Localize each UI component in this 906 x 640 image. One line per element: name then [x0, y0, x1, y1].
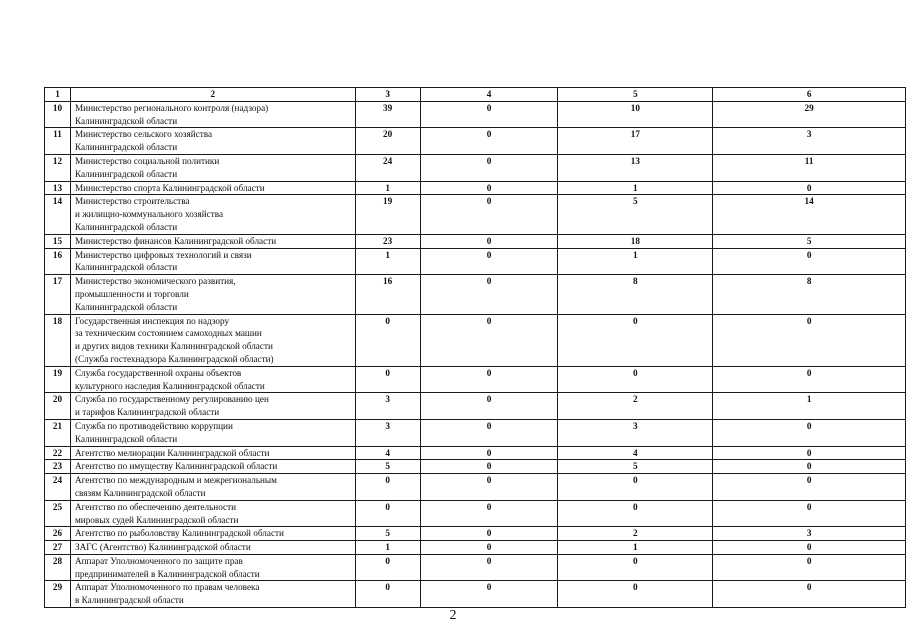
column-number-6: 6	[713, 88, 906, 102]
value-col-6: 3	[713, 128, 906, 155]
row-number: 14	[45, 195, 71, 234]
row-number: 17	[45, 275, 71, 314]
row-number: 21	[45, 419, 71, 446]
table-row	[45, 500, 906, 527]
value-col-3: 16	[355, 275, 420, 314]
value-col-4: 0	[420, 446, 558, 460]
row-number: 16	[45, 248, 71, 275]
value-col-5: 0	[558, 554, 713, 581]
organization-name: Министерство сельского хозяйства Калининградской области	[70, 128, 355, 155]
value-col-5: 1	[558, 181, 713, 195]
value-col-4: 0	[420, 275, 558, 314]
organization-name: Государственная инспекция по надзору за техническим состоянием самоходных машин и других видов техники Калининградской области (Служба гостехнадзора Калининградской области)	[70, 314, 355, 366]
organization-name: Министерство цифровых технологий и связи Калининградской области	[70, 248, 355, 275]
value-col-6: 3	[713, 527, 906, 541]
row-number: 24	[45, 474, 71, 501]
organization-name: Министерство строительства и жилищно-коммунального хозяйства Калининградской области	[70, 195, 355, 234]
organization-name: Аппарат Уполномоченного по правам человека в Калининградской области	[70, 581, 355, 608]
row-number: 23	[45, 460, 71, 474]
value-col-4: 0	[420, 314, 558, 366]
page-number: 2	[449, 608, 457, 623]
value-col-3: 20	[355, 128, 420, 155]
value-col-3: 0	[355, 500, 420, 527]
value-col-5: 4	[558, 446, 713, 460]
row-number: 25	[45, 500, 71, 527]
value-col-3: 3	[355, 393, 420, 420]
organization-name: Агентство по обеспечению деятельности мировых судей Калининградской области	[70, 500, 355, 527]
value-col-5: 3	[558, 419, 713, 446]
value-col-5: 0	[558, 500, 713, 527]
value-col-3: 5	[355, 460, 420, 474]
value-col-6: 0	[713, 419, 906, 446]
value-col-3: 0	[355, 366, 420, 393]
row-number: 28	[45, 554, 71, 581]
value-col-6: 0	[713, 460, 906, 474]
row-number: 27	[45, 541, 71, 555]
organization-name: Служба по государственному регулированию цен и тарифов Калининградской области	[70, 393, 355, 420]
value-col-5: 1	[558, 541, 713, 555]
organization-name: Министерство спорта Калининградской области	[70, 181, 355, 195]
value-col-6: 0	[713, 581, 906, 608]
column-number-row	[45, 88, 906, 102]
row-number: 19	[45, 366, 71, 393]
table-row	[45, 446, 906, 460]
row-number: 12	[45, 154, 71, 181]
column-number-3: 3	[355, 88, 420, 102]
table-row	[45, 181, 906, 195]
value-col-6: 0	[713, 474, 906, 501]
organization-name: Министерство экономического развития, промышленности и торговли Калининградской области	[70, 275, 355, 314]
value-col-5: 8	[558, 275, 713, 314]
organization-name: Агентство по рыболовству Калининградской области	[70, 527, 355, 541]
table-row	[45, 154, 906, 181]
value-col-3: 24	[355, 154, 420, 181]
value-col-6: 0	[713, 181, 906, 195]
value-col-5: 0	[558, 581, 713, 608]
table-row	[45, 419, 906, 446]
organization-name: Агентство по имуществу Калининградской области	[70, 460, 355, 474]
value-col-6: 0	[713, 541, 906, 555]
value-col-4: 0	[420, 460, 558, 474]
value-col-5: 13	[558, 154, 713, 181]
value-col-6: 0	[713, 500, 906, 527]
table-row	[45, 541, 906, 555]
organization-name: Агентство мелиорации Калининградской области	[70, 446, 355, 460]
organization-name: Министерство регионального контроля (надзора) Калининградской области	[70, 101, 355, 128]
report-table	[44, 87, 906, 608]
value-col-3: 0	[355, 581, 420, 608]
organization-name: Служба государственной охраны объектов культурного наследия Калининградской области	[70, 366, 355, 393]
value-col-4: 0	[420, 500, 558, 527]
value-col-5: 2	[558, 527, 713, 541]
row-number: 15	[45, 234, 71, 248]
value-col-3: 4	[355, 446, 420, 460]
value-col-3: 0	[355, 474, 420, 501]
value-col-6: 0	[713, 366, 906, 393]
table-row	[45, 474, 906, 501]
value-col-4: 0	[420, 541, 558, 555]
value-col-6: 0	[713, 554, 906, 581]
value-col-3: 1	[355, 248, 420, 275]
row-number: 10	[45, 101, 71, 128]
value-col-3: 19	[355, 195, 420, 234]
organization-name: Министерство финансов Калининградской области	[70, 234, 355, 248]
value-col-4: 0	[420, 554, 558, 581]
row-number: 29	[45, 581, 71, 608]
value-col-3: 3	[355, 419, 420, 446]
table-row	[45, 393, 906, 420]
value-col-5: 2	[558, 393, 713, 420]
table-row	[45, 554, 906, 581]
value-col-4: 0	[420, 181, 558, 195]
column-number-1: 1	[45, 88, 71, 102]
value-col-4: 0	[420, 101, 558, 128]
value-col-6: 0	[713, 446, 906, 460]
row-number: 13	[45, 181, 71, 195]
organization-name: ЗАГС (Агентство) Калининградской области	[70, 541, 355, 555]
table-row	[45, 248, 906, 275]
value-col-3: 5	[355, 527, 420, 541]
organization-name: Министерство социальной политики Калининградской области	[70, 154, 355, 181]
row-number: 22	[45, 446, 71, 460]
value-col-4: 0	[420, 581, 558, 608]
table-row	[45, 366, 906, 393]
value-col-6: 11	[713, 154, 906, 181]
table-row	[45, 527, 906, 541]
value-col-3: 0	[355, 554, 420, 581]
table-row	[45, 581, 906, 608]
value-col-4: 0	[420, 234, 558, 248]
report-table-body	[45, 88, 906, 608]
value-col-6: 29	[713, 101, 906, 128]
value-col-4: 0	[420, 419, 558, 446]
value-col-3: 1	[355, 181, 420, 195]
table-row	[45, 101, 906, 128]
value-col-5: 17	[558, 128, 713, 155]
value-col-4: 0	[420, 128, 558, 155]
value-col-5: 0	[558, 366, 713, 393]
table-row	[45, 195, 906, 234]
value-col-5: 1	[558, 248, 713, 275]
organization-name: Аппарат Уполномоченного по защите прав предпринимателей в Калининградской области	[70, 554, 355, 581]
value-col-5: 18	[558, 234, 713, 248]
value-col-5: 0	[558, 314, 713, 366]
value-col-6: 8	[713, 275, 906, 314]
value-col-4: 0	[420, 474, 558, 501]
value-col-5: 0	[558, 474, 713, 501]
table-row	[45, 460, 906, 474]
value-col-6: 14	[713, 195, 906, 234]
value-col-5: 5	[558, 195, 713, 234]
value-col-5: 10	[558, 101, 713, 128]
table-row	[45, 234, 906, 248]
column-number-4: 4	[420, 88, 558, 102]
value-col-3: 39	[355, 101, 420, 128]
value-col-4: 0	[420, 195, 558, 234]
row-number: 18	[45, 314, 71, 366]
table-row	[45, 275, 906, 314]
value-col-4: 0	[420, 366, 558, 393]
row-number: 26	[45, 527, 71, 541]
value-col-6: 5	[713, 234, 906, 248]
value-col-6: 0	[713, 248, 906, 275]
organization-name: Служба по противодействию коррупции Калининградской области	[70, 419, 355, 446]
value-col-6: 0	[713, 314, 906, 366]
value-col-4: 0	[420, 527, 558, 541]
organization-name: Агентство по международным и межрегиональным связям Калининградской области	[70, 474, 355, 501]
table-row	[45, 314, 906, 366]
value-col-4: 0	[420, 154, 558, 181]
table-row	[45, 128, 906, 155]
column-number-2: 2	[70, 88, 355, 102]
value-col-4: 0	[420, 393, 558, 420]
value-col-4: 0	[420, 248, 558, 275]
value-col-5: 5	[558, 460, 713, 474]
column-number-5: 5	[558, 88, 713, 102]
row-number: 20	[45, 393, 71, 420]
row-number: 11	[45, 128, 71, 155]
value-col-6: 1	[713, 393, 906, 420]
value-col-3: 0	[355, 314, 420, 366]
value-col-3: 1	[355, 541, 420, 555]
value-col-3: 23	[355, 234, 420, 248]
